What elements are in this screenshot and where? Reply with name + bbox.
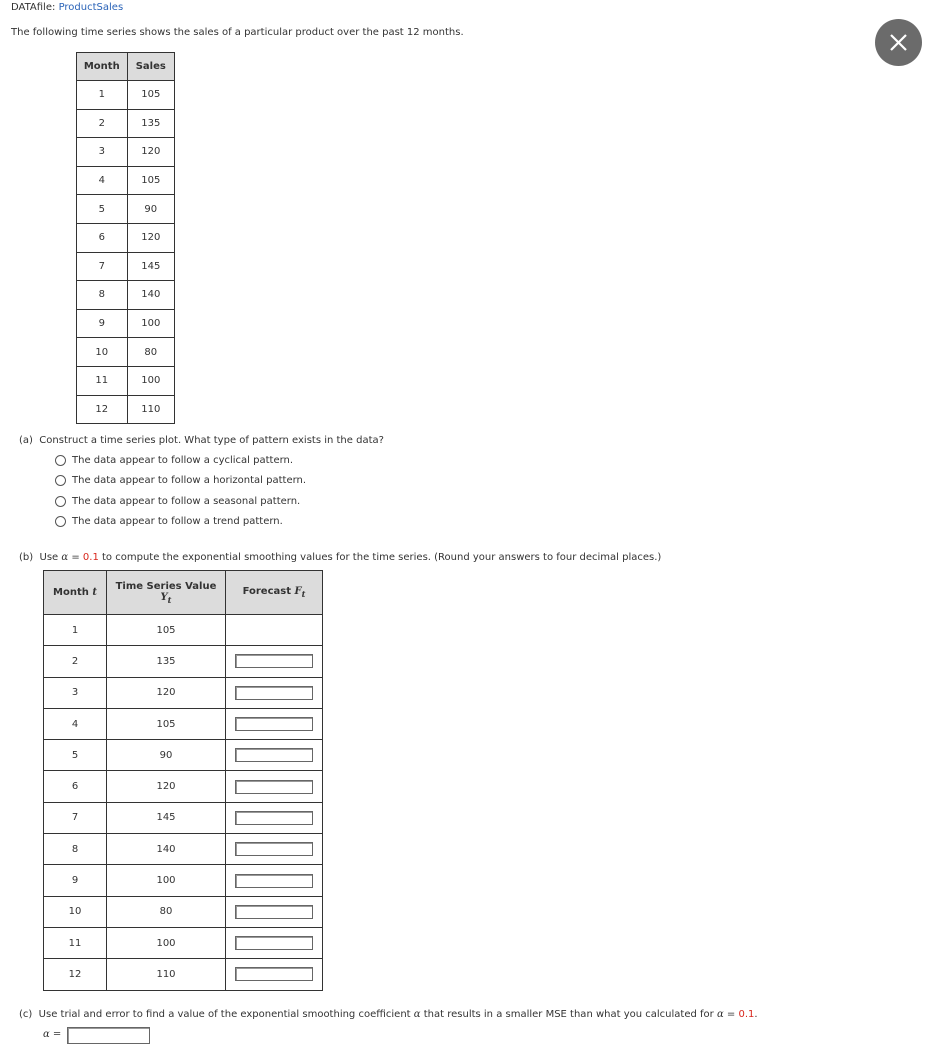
- option-label: The data appear to follow a cyclical pattern.: [72, 455, 294, 466]
- table-row: [77, 309, 175, 338]
- month-cell: 12: [44, 959, 107, 990]
- sales-cell: 105: [127, 81, 174, 110]
- sales-header: Sales: [127, 53, 174, 81]
- option-cyclical[interactable]: [55, 455, 293, 466]
- forecast-input[interactable]: [235, 874, 313, 888]
- option-trend[interactable]: [55, 516, 283, 527]
- forecast-input[interactable]: [235, 780, 313, 794]
- part-b-question: [19, 552, 661, 563]
- sales-cell: 120: [127, 138, 174, 167]
- table-row: [44, 927, 323, 958]
- sales-cell: 140: [127, 281, 174, 310]
- alpha-answer-label: α =: [43, 1029, 62, 1040]
- forecast-input[interactable]: [235, 967, 313, 981]
- value-cell: 110: [107, 959, 226, 990]
- table-row: [77, 166, 175, 195]
- forecast-cell: [226, 927, 323, 958]
- sales-cell: 145: [127, 252, 174, 281]
- month-cell: 9: [77, 309, 128, 338]
- option-label: The data appear to follow a trend pattern.: [72, 516, 283, 527]
- table-row: [77, 338, 175, 367]
- close-icon: [889, 33, 908, 52]
- forecast-cell: [226, 740, 323, 771]
- table-row: [77, 252, 175, 281]
- month-cell: 7: [44, 802, 107, 833]
- table-row: [44, 771, 323, 802]
- month-cell: 3: [77, 138, 128, 167]
- value-cell: 120: [107, 771, 226, 802]
- month-t-header: Month t: [44, 571, 107, 615]
- month-cell: 4: [77, 166, 128, 195]
- sales-cell: 110: [127, 395, 174, 424]
- value-cell: 100: [107, 865, 226, 896]
- month-cell: 12: [77, 395, 128, 424]
- forecast-input[interactable]: [235, 842, 313, 856]
- forecast-cell: [226, 865, 323, 896]
- month-cell: 1: [44, 615, 107, 646]
- value-cell: 90: [107, 740, 226, 771]
- forecast-input[interactable]: [235, 654, 313, 668]
- table-row: [44, 896, 323, 927]
- month-cell: 4: [44, 708, 107, 739]
- value-cell: 105: [107, 615, 226, 646]
- forecast-cell: [226, 834, 323, 865]
- part-a-label: (a): [19, 435, 33, 446]
- forecast-input[interactable]: [235, 686, 313, 700]
- month-header: Month: [77, 53, 128, 81]
- table-row: [44, 802, 323, 833]
- part-a-text: Construct a time series plot. What type of pattern exists in the data?: [39, 435, 384, 446]
- alpha-value: 0.1: [82, 552, 99, 563]
- month-cell: 10: [44, 896, 107, 927]
- table-row: [77, 109, 175, 138]
- intro-text: The following time series shows the sales of a particular product over the past 12 months.: [11, 27, 464, 38]
- sales-cell: 80: [127, 338, 174, 367]
- equals-sign: =: [71, 552, 80, 563]
- sales-table: [76, 52, 175, 424]
- month-cell: 6: [77, 223, 128, 252]
- sales-cell: 135: [127, 109, 174, 138]
- value-cell: 120: [107, 677, 226, 708]
- month-cell: 6: [44, 771, 107, 802]
- alpha-symbol: α: [413, 1009, 421, 1020]
- part-b-use: Use: [39, 552, 59, 563]
- part-b-label: (b): [19, 552, 34, 563]
- month-cell: 9: [44, 865, 107, 896]
- value-cell: 140: [107, 834, 226, 865]
- table-row: [44, 865, 323, 896]
- option-label: The data appear to follow a horizontal pattern.: [72, 475, 307, 486]
- month-cell: 10: [77, 338, 128, 367]
- time-series-header: Time Series Value $Y_t$: [107, 571, 226, 615]
- month-cell: 5: [77, 195, 128, 224]
- month-cell: 7: [77, 252, 128, 281]
- month-cell: 8: [44, 834, 107, 865]
- part-b-text: to compute the exponential smoothing values for the time series. (Round your answers to four decimal places.): [102, 552, 662, 563]
- month-cell: 11: [44, 927, 107, 958]
- sales-cell: 105: [127, 166, 174, 195]
- table-row: [44, 677, 323, 708]
- option-horizontal[interactable]: [55, 475, 306, 486]
- table-row: [77, 195, 175, 224]
- table-row: [77, 223, 175, 252]
- value-cell: 135: [107, 646, 226, 677]
- smoothing-table: [43, 570, 323, 991]
- forecast-input[interactable]: [235, 905, 313, 919]
- datafile-link[interactable]: ProductSales: [58, 2, 124, 13]
- forecast-cell: [226, 708, 323, 739]
- month-cell: 1: [77, 81, 128, 110]
- forecast-cell: [226, 802, 323, 833]
- close-button[interactable]: [875, 19, 922, 66]
- part-c-text-mid: that results in a smaller MSE than what you calculated for: [423, 1009, 714, 1020]
- option-label: The data appear to follow a seasonal pattern.: [72, 496, 301, 507]
- forecast-cell: [226, 959, 323, 990]
- sales-cell: 120: [127, 223, 174, 252]
- alpha-value: 0.1: [738, 1009, 755, 1020]
- sales-cell: 100: [127, 366, 174, 395]
- forecast-input[interactable]: [235, 717, 313, 731]
- value-cell: 80: [107, 896, 226, 927]
- forecast-cell: [226, 646, 323, 677]
- forecast-cell: [226, 771, 323, 802]
- table-row: [44, 708, 323, 739]
- value-cell: 105: [107, 708, 226, 739]
- part-c-text: Use trial and error to find a value of the exponential smoothing coefficient: [38, 1009, 411, 1020]
- table-row: [44, 959, 323, 990]
- month-cell: 8: [77, 281, 128, 310]
- forecast-input[interactable]: [235, 936, 313, 950]
- datafile-line: [11, 2, 123, 13]
- radio-button[interactable]: [55, 475, 66, 486]
- table-row: [77, 138, 175, 167]
- radio-button[interactable]: [55, 496, 66, 507]
- sales-cell: 100: [127, 309, 174, 338]
- option-seasonal[interactable]: [55, 496, 300, 507]
- table-row: [77, 395, 175, 424]
- month-cell: 3: [44, 677, 107, 708]
- sales-cell: 90: [127, 195, 174, 224]
- alpha-symbol: α: [61, 552, 69, 563]
- period: .: [754, 1009, 758, 1020]
- alpha-answer-input[interactable]: [67, 1027, 150, 1044]
- forecast-input[interactable]: [235, 748, 313, 762]
- part-c-label: (c): [19, 1009, 33, 1020]
- datafile-label: DATAfile:: [11, 2, 56, 13]
- table-row: [44, 834, 323, 865]
- table-row: [44, 646, 323, 677]
- forecast-input[interactable]: [235, 811, 313, 825]
- radio-button[interactable]: [55, 516, 66, 527]
- alpha-symbol: α: [716, 1009, 724, 1020]
- month-cell: 2: [44, 646, 107, 677]
- table-row: [77, 366, 175, 395]
- month-cell: 2: [77, 109, 128, 138]
- part-c-question: [19, 1009, 758, 1020]
- value-cell: 145: [107, 802, 226, 833]
- forecast-cell: [226, 677, 323, 708]
- table-row: [44, 740, 323, 771]
- forecast-cell: [226, 896, 323, 927]
- value-cell: 100: [107, 927, 226, 958]
- part-a-question: [19, 435, 384, 446]
- table-row: [44, 615, 323, 646]
- radio-button[interactable]: [55, 455, 66, 466]
- month-cell: 5: [44, 740, 107, 771]
- equals-sign: =: [726, 1009, 736, 1020]
- table-row: [77, 81, 175, 110]
- table-row: [77, 281, 175, 310]
- forecast-cell: [226, 615, 323, 646]
- forecast-header: Forecast $F_t$: [226, 571, 323, 615]
- month-cell: 11: [77, 366, 128, 395]
